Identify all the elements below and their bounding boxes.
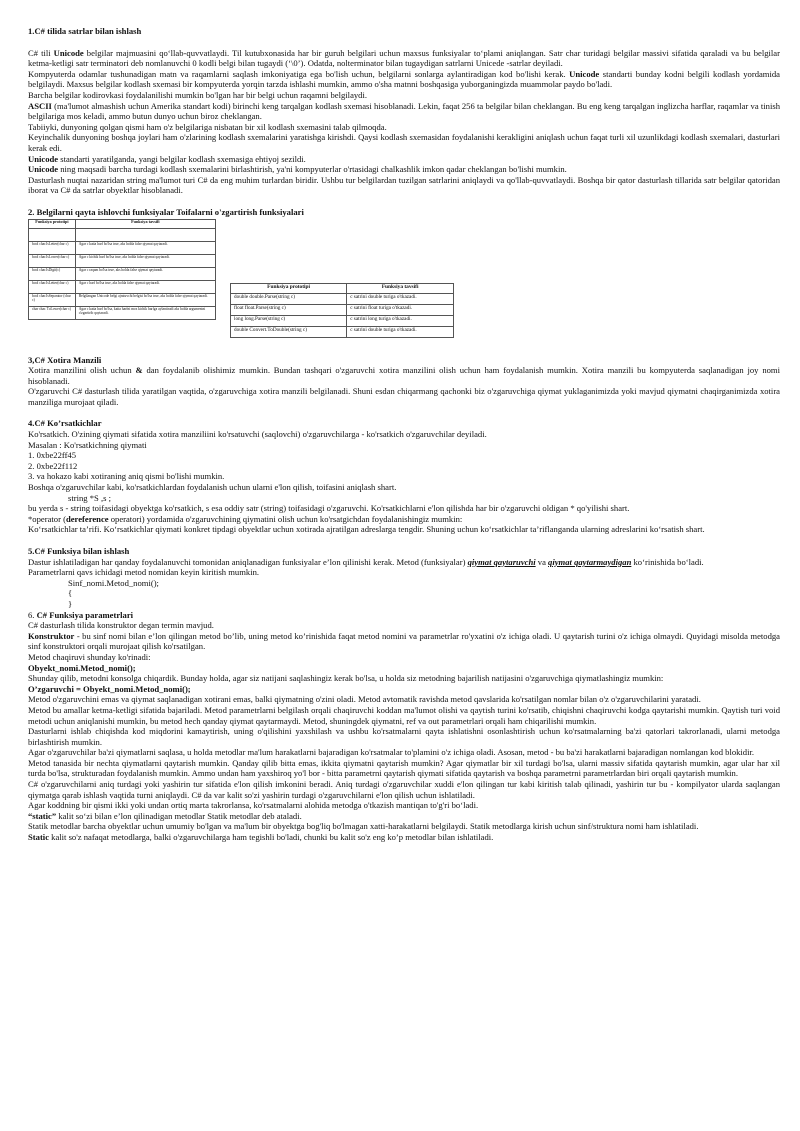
s6-code-1: Obyekt_nomi.Metod_nomi(); [28, 662, 136, 673]
code-line: } [68, 598, 73, 609]
s6-paragraph-15: Statik metodlar barcha obyektlar uchun umumiy bo'lgan va ma'lum bir obyektga bog'liq bo'lmagan xatti-harakatlarni belgilaydi. Statik metodlarga kirish uchun sinf/struktura nomi ham ishlatiladi. [28, 821, 699, 832]
s1-paragraph-6: Keyinchalik dunyoning boshqa joylari ham o'zlarining kodlash sxemalarini yaratishga kirishdi. Qaysi kodlash sxemasidan foydalanishi kerakligini aniqlash uchun faqat turli xil uzunlikdagi kodlash sxemalari, dasturlari kerak edi. [28, 132, 780, 153]
table-cell: bool char.IsLetter(char c) [29, 280, 76, 293]
table-cell: c satrini float turiga o'tkazadi. [347, 304, 454, 315]
table-cell: double double.Parse(string c) [231, 293, 347, 304]
s6-paragraph-10: Agar o'zgaruvchilar ba'zi qiymatlarni saqlasa, u holda metodlar ma'lum harakatlarni bajaradigan ko'rsatmalar to'plamini o'z ichiga oladi. Asosan, metod - bu ba'zi harakatlarni bajaradigan nomlangan kod blokidir. [28, 747, 755, 758]
s6-paragraph-11: Metod tanasida bir nechta qiymatlarni qaytarish mumkin. Qanday qilib bitta emas, ikkita qiymatni qaytarish mumkin? Agar qiymatlar bir xil turdagi bo'lsa, ularni massiv sifatida qaytarish mumkin, agar ular har xil turda bo'lsa, strukturadan foydalanish mumkin. Ammo undan ham yaxshiroq yo'l bor - bitta parametrni qaytarish qiymati sifatida qaytarish va boshqa parametrni parametrlardan biri orqali qaytarish mumkin. [28, 757, 780, 779]
s1-paragraph-9: Dasturlash nuqtai nazaridan string ma'lumot turi C# da eng muhim turlardan biridir. Ushbu tur belgilardan tuzilgan satrlarini aniqlaydi va qo'llab-quvvatlaydi. Boshqa bir qator dasturlash tillarida satr belgilar qatoridan iborat va C# da satrlar obyektlar hisoblanadi. [28, 174, 780, 196]
table-header: Funksiya prototipi [29, 219, 76, 228]
table-row [231, 315, 454, 326]
s6-paragraph-16: Static kalit so'z nafaqat metodlarga, balki o'zgaruvchilarga ham tegishli bo'ladi, chunki bu kalit so'z eng ko’p metodlar bilan ishlatiladi. [28, 832, 494, 843]
s6-paragraph-1: C# dasturlash tilida konstruktor degan termin mavjud. [28, 620, 214, 631]
s6-paragraph-2: Konstruktor - bu sinf nomi bilan e’lon qilingan metod bo’lib, uning metod ko’rinishida faqat metod nomini va parametrlar ro'yxatini o'z ichiga oladi. U qaytarish turini o'z ichiga olmaydi. Quyidagi misolda metodga sinf konstruktori orqali murojaat qilish ko'rsatilgan. [28, 630, 780, 652]
s3-paragraph-1: Xotira manzilini olish uchun & dan foydalanib olishimiz mumkin. Bundan tashqari o'zgaruvchi xotira manzilini olish uchun ham foydalanish mumkin. Xotira manzili bu kompyuterda saqlanadigan joy nomi hisoblanadi. [28, 365, 780, 386]
code-line: string *S ,s ; [68, 492, 111, 503]
table-row [231, 326, 454, 337]
table-cell: Agar c raqam bo'lsa true, aks holda false qiymat qaytaradi. [75, 267, 215, 280]
section-2-title: 2. Belgilarni qayta ishlovchi funksiyalar Toifalarni o'zgartirish funksiyalari [28, 206, 304, 217]
table-cell: bool char.IsDigit(c) [29, 267, 76, 280]
table-cell: float float.Parse(string c) [231, 304, 347, 315]
table-header: Funksiya prototipi [231, 283, 347, 293]
s1-paragraph-7: Unicode standarti yaratilganda, yangi belgilar kodlash sxemasiga ehtiyoj sezildi. [28, 153, 306, 164]
s5-paragraph-2: Parametrlarni qavs ichidagi metod nomidan keyin kiritish mumkin. [28, 567, 260, 578]
s6-paragraph-9: Dasturlarni ishlab chiqishda kod miqdorini kamaytirish, uning o'qilishini yaxshilash va ushbu ko'rsatmalarni qayta ishlatishni osonlashtirish uchun ko'rsatmalarning ba'zi qatorlari takrorlanadi, ularni metodga birlashtirish mumkin. [28, 726, 780, 747]
table-row [231, 304, 454, 315]
section-6-title: 6. C# Funksiya parametrlari [28, 609, 134, 620]
table-cell: c satrini long turiga o'tkazadi. [347, 315, 454, 326]
s4-paragraph-3: Boshqa o'zgaruvchilar kabi, ko'rsatkichlardan foydalanish uchun ularni e'lon qilish, toifasini aniqlash shart. [28, 482, 397, 493]
function-tables [28, 219, 780, 349]
table-row [29, 228, 216, 241]
s5-paragraph-1: Dastur ishlatiladigan har qanday foydalanuvchi tomonidan aniqlanadigan funksiyalar e’lon qilinishi kerak. Metod (funksiyalar) qiymat qaytaruvchi va qiymat qaytarmaydigan ko‘rinishida bo‘ladi. [28, 556, 704, 567]
s6-paragraph-5: Shunday qilib, metodni konsolga chiqardik. Bunday holda, agar siz natijani saqlashingiz kerak bo'lsa, u holda siz metodning bajarilish natijasini o'zgaruvchiga qiymatlashingiz mumkin: [28, 673, 664, 684]
table-cell: Agar c katta harf bo'lsa true, aks holda false qiymat qaytaradi. [75, 241, 215, 254]
table-row [29, 306, 216, 319]
table-row [29, 254, 216, 267]
table-cell: long long.Parse(string c) [231, 315, 347, 326]
table-cell: char char. ToLower(char c) [29, 306, 76, 319]
s6-paragraph-8: Metod bu amallar ketma-ketligi sifatida bajariladi. Metod parametrlarni belgilash orqali chaqiruvchi koddan ma'lumot olishi va qaytish turini ko'rsatib, chiqishni chaqiruvchi kodga qaytarishi mumkin. Qaytish turi void metodi uchun aniqlanishi mumkin, bu metod hech qanday qiymat qaytarmaydi. Metod, shuningdek qiymatni, ref va out parametrlari orqali ham chiqarilishi mumkin. [28, 704, 780, 726]
s1-paragraph-5: Tabiiyki, dunyoning qolgan qismi ham o'z belgilariga nisbatan bir xil kodlash sxemasini talab qilmoqda. [28, 121, 387, 132]
table-cell: Agar c katta harf bo'lsa, katta harfni mos kichik harfga aylantiradi aks holda argumentni o'zgartirib qaytaradi. [75, 306, 215, 319]
table-cell: bool char.IsLower(char c) [29, 254, 76, 267]
s6-paragraph-7: Metod o'zgaruvchini emas va qiymat saqlanadigan xotirani emas, balki qiymatning o'zini oladi. Metod avtomatik ravishda metod qavslarida ko'rsatilgan nomlar bilan o'z o'zgaruvchilarini yaratadi. [28, 694, 701, 705]
table-cell: bool char.IsSeparator (char c) [29, 293, 76, 306]
s6-paragraph-14: “static” kalit so‘zi bilan e’lon qilinadigan metodlar Statik metodlar deb ataladi. [28, 810, 302, 821]
table-cell: Agar c harf bo'lsa true, aks holda false qiymat qaytaradi. [75, 280, 215, 293]
table-cell: Agar c kichik harf bo'lsa true, aks holda false qiymat qaytaradi. [75, 254, 215, 267]
table-cell [29, 228, 76, 241]
table-header: Funksiya tavsifi [75, 219, 215, 228]
s1-paragraph-8: Unicode ning maqsadi barcha turdagi kodlash sxemalarini birlashtirish, ya'ni kompyuterlar o'rtasidagi chalkashlik imkon qadar cheklangan bo'lishi mumkin. [28, 164, 567, 175]
s6-paragraph-12: C# o'zgaruvchilarni aniq turdagi yoki yashirin tur sifatida e'lon qilish imkonini beradi. Aniq turdagi o'zgaruvchilar xuddi e'lon qilingan tur kabi kiritish talab qilinadi, yashirin tur bu - kompilyator ularda saqlangan qiymatga qarab ishlash vaqtida turni aniqlaydi. C# da var kalit so'zi yashirin turdagi o'zgaruvchilarni e'lon qilish uchun ishlatiladi. [28, 779, 780, 800]
section-3-title: 3,C# Xotira Manzili [28, 354, 102, 365]
s3-paragraph-2: O'zgaruvchi C# dasturlash tilida yaratilgan vaqtida, o'zgaruvchiga xotira manzili belgilanadi. Shuni esdan chiqarmang qachonki biz o'zgaruvchiga qiymat yuklaganimizda yoki mavjud qiymatni chaqirganimizda xotira manziliga murojaat qiladi. [28, 386, 780, 407]
s4-paragraph-6: Ko‘rsatkichlar ta’rifi. Ko‘rsatkichlar qiymati konkret tipdagi obyektlar uchun xotirada ajratilgan adreslarga tengdir. Shuning uchun ko‘rsatkichlar ta’riflanganda ularning adreslarini ko‘rsatish shart. [28, 524, 705, 535]
table-row [231, 293, 454, 304]
table-row [29, 293, 216, 306]
list-item: 3. va hokazo kabi xotiraning aniq qismi bo'lishi mumkin. [28, 471, 225, 482]
code-line: Sinf_nomi.Metod_nomi(); [68, 577, 159, 588]
s1-paragraph-3: Barcha belgilar kodirovkasi foydalanilishi mumkin bo'lgan har bir belgi uchun raqamni belgilaydi. [28, 89, 368, 100]
table-cell: c satrini double turiga o'tkazadi. [347, 326, 454, 337]
s1-paragraph-1: C# tili Unicode belgilar majmuasini qo‘llab-quvvatlaydi. Til kutubxonasida har bir guruh belgilari uchun maxsus funksiyalar to‘plami aniqlangan. Satr char turidagi belgilar massivi sifatida qaraladi va bu belgilar ketma-ketligi satr terminatori deb nomlanuvchi 0 kodli belgi bilan tugaydi (‘\0’). Odatda, nolterminator bilan tugaydigan satrlarni Unicede -satrlar deyiladi. [28, 47, 780, 69]
s4-paragraph-2: Masalan : Ko'rsatkichning qiymati [28, 439, 147, 450]
s6-code-2: O’zgaruvchi = Obyekt_nomi.Metod_nomi(); [28, 683, 191, 694]
table-cell [75, 228, 215, 241]
s4-paragraph-5: *operator (dereference operatori) yordamida o'zgaruvchining qiymatini olish uchun ko'rsatgichdan foydalanishingiz mumkin: [28, 513, 463, 524]
table-row [29, 241, 216, 254]
table-row [29, 280, 216, 293]
section-4-title: 4.C# Ko’rsatkichlar [28, 418, 102, 429]
s1-paragraph-4: ASCII (ma'lumot almashish uchun Amerika standart kodi) birinchi keng tarqalgan kodlash sxemasi hisoblanadi. Lekin, faqat 256 ta belgilar bilan cheklangan. Bu eng keng tarqalgan inglizcha harflar, raqamlar va tinish belgilariga mos keladi, ammo butun dunyo uchun biroz cheklangan. [28, 100, 780, 122]
conversion-functions-table [230, 283, 454, 338]
s6-paragraph-13: Agar koddning bir qismi ikki yoki undan ortiq marta takrorlansa, ko'rsatmalarni alohida metodga o'tkazish mantiqan to'g'ri bo‘ladi. [28, 800, 479, 811]
section-1-title: 1.C# tilida satrlar bilan ishlash [28, 26, 142, 36]
s1-paragraph-2: Kompyuterda odamlar tushunadigan matn va raqamlarni saqlash imkoniyatiga ega bo'lish uchun, belgilarni sonlarga aylantiradigan kod bo'lishi kerak. Unicode standarti bunday kodni belgili kodlash yordamida belgilaydi. Maxsus belgilar kodlash sxemasi bir kompyuterda yorqin tarzda ishlashi mumkin, ammo o'sha matnni boshqasiga yuborganingizda muammolar paydo bo'ladi. [28, 68, 780, 90]
table-cell: Belgilangan Unicode belgi ajratuvchi belgisi bo'lsa true, aks holda false qiymat qaytaradi. [75, 293, 215, 306]
table-cell: bool char.IsLetter(char c) [29, 241, 76, 254]
table-cell: double Convert.ToDouble(string c) [231, 326, 347, 337]
code-line: { [68, 588, 73, 599]
section-5-title: 5.C# Funksiya bilan ishlash [28, 546, 130, 556]
s4-paragraph-1: Ko'rsatkich. O'zining qiymati sifatida xotira manziliini ko'rsatuvchi (saqlovchi) o'zgaruvchilarga - ko'rsatkich o'zgaruvchilar deyiladi. [28, 429, 487, 440]
table-header: Funksiya tavsifi [347, 283, 454, 293]
list-item: 2. 0xbe22f112 [28, 460, 78, 471]
s6-paragraph-3: Metod chaqiruvi shunday ko'rinadi: [28, 651, 151, 662]
char-functions-table [28, 219, 216, 320]
list-item: 1. 0xbe22ff45 [28, 450, 77, 461]
table-row [29, 267, 216, 280]
document-page [28, 26, 780, 843]
table-cell: c satrini double turiga o'tkazadi. [347, 293, 454, 304]
s4-paragraph-4: bu yerda s - string toifasidagi obyektga ko'rsatkich, s esa oddiy satr (string) toifasidagi o'zgaruvchi. Ko'rsatkichlarni e'lon qilishda har bir o'zgaruvchi oldigan * qo'yilishi shart. [28, 503, 630, 514]
